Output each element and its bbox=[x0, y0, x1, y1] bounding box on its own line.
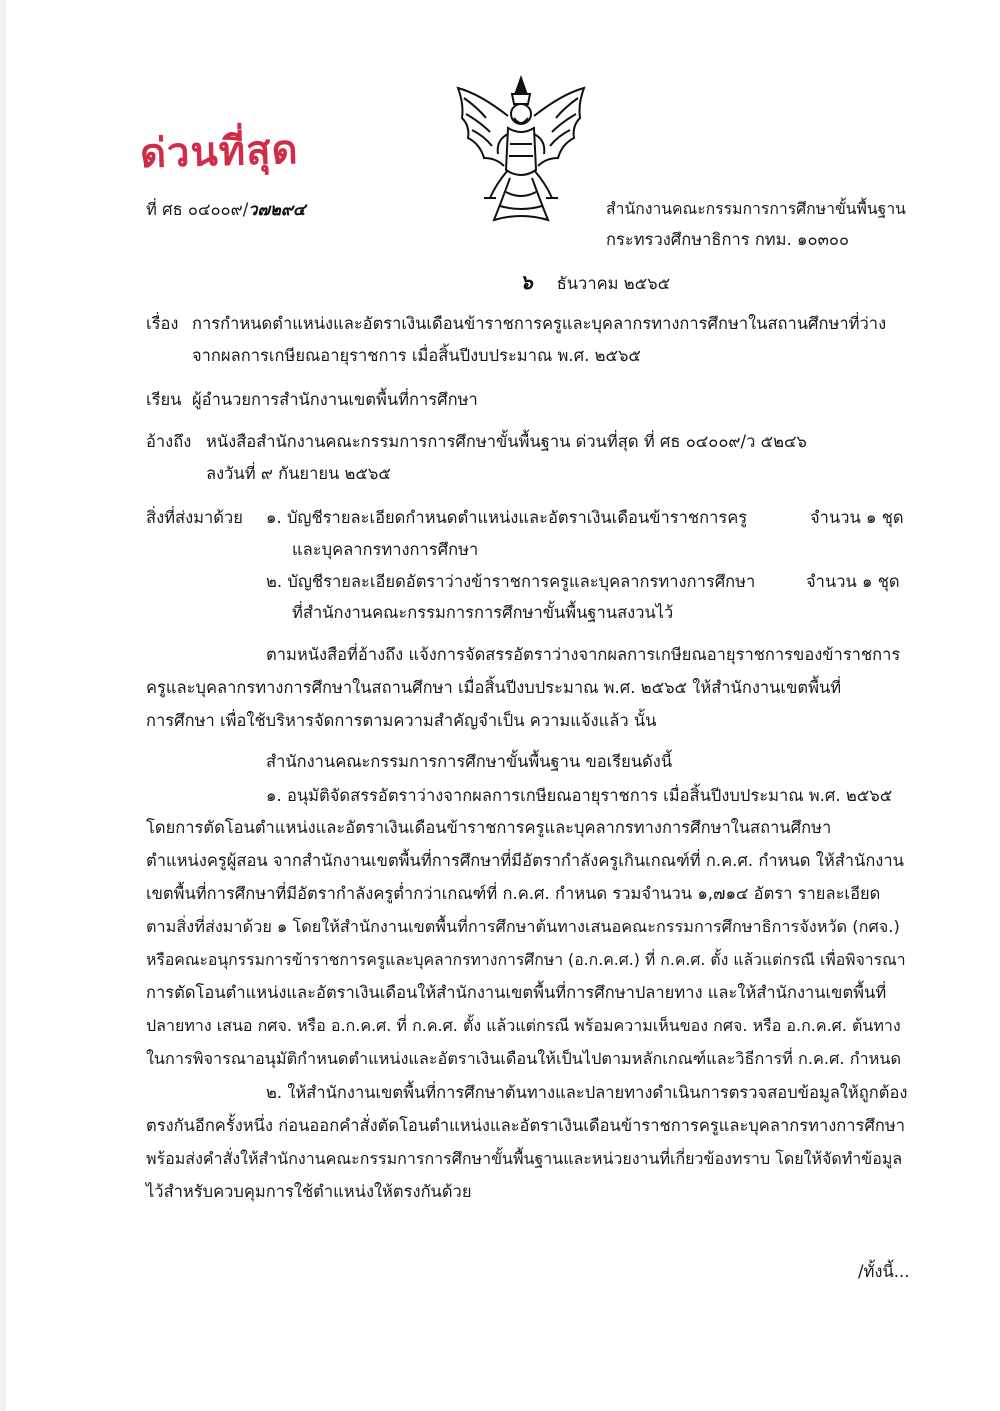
paragraph-4-line-4: ไว้สำหรับควบคุมการใช้ตำแหน่งให้ตรงกันด้วย bbox=[146, 1182, 472, 1201]
date-day-handwritten: ๖ bbox=[520, 270, 533, 294]
paragraph-2-line-1: สำนักงานคณะกรรมการการศึกษาขั้นพื้นฐาน ขอเรียนดังนี้ bbox=[266, 752, 673, 771]
continuation-marker: /ทั้งนี้... bbox=[858, 1262, 910, 1281]
paragraph-4-line-2: ตรงกันอีกครั้งหนึ่ง ก่อนออกคำสั่งตัดโอนตำแหน่งและอัตราเงินเดือนข้าราชการครูและบุคลากรทางการศึกษา bbox=[146, 1116, 905, 1135]
enclosure-1-qty: จำนวน ๑ ชุด bbox=[810, 508, 904, 527]
enclosure-1-line-1: ๑. บัญชีรายละเอียดกำหนดตำแหน่งและอัตราเงินเดือนข้าราชการครู bbox=[266, 508, 748, 527]
enclosure-2-line-2: ที่สำนักงานคณะกรรมการการศึกษาขั้นพื้นฐานสงวนไว้ bbox=[292, 603, 674, 622]
document-date bbox=[520, 272, 670, 294]
subject-line-1: การกำหนดตำแหน่งและอัตราเงินเดือนข้าราชการครูและบุคลากรทางการศึกษาในสถานศึกษาที่ว่าง bbox=[192, 314, 887, 333]
reference-line-2: ลงวันที่ ๙ กันยายน ๒๕๖๕ bbox=[206, 464, 391, 483]
paragraph-1-line-2: ครูและบุคลากรทางการศึกษาในสถานศึกษา เมื่อสิ้นปีงบประมาณ พ.ศ. ๒๕๖๕ ให้สำนักงานเขตพื้นที่ bbox=[146, 678, 842, 697]
reference-label-heading: อ้างถึง bbox=[146, 432, 192, 451]
to-recipient: ผู้อำนวยการสำนักงานเขตพื้นที่การศึกษา bbox=[192, 390, 478, 409]
enclosures-label: สิ่งที่ส่งมาด้วย bbox=[146, 508, 243, 527]
paragraph-3-line-1: ๑. อนุมัติจัดสรรอัตราว่างจากผลการเกษียณอายุราชการ เมื่อสิ้นปีงบประมาณ พ.ศ. ๒๕๖๕ bbox=[266, 786, 893, 805]
reference-line-1: หนังสือสำนักงานคณะกรรมการการศึกษาขั้นพื้นฐาน ด่วนที่สุด ที่ ศธ ๐๔๐๐๙/ว ๕๒๔๖ bbox=[206, 432, 807, 451]
office-address: กระทรวงศึกษาธิการ กทม. ๑๐๓๐๐ bbox=[606, 230, 850, 249]
date-month-year: ธันวาคม ๒๕๖๕ bbox=[556, 274, 671, 293]
enclosure-2-line-1: ๒. บัญชีรายละเอียดอัตราว่างข้าราชการครูและบุคลากรทางการศึกษา bbox=[266, 572, 756, 591]
paragraph-3-line-2: โดยการตัดโอนตำแหน่งและอัตราเงินเดือนข้าราชการครูและบุคลากรทางการศึกษาในสถานศึกษา bbox=[146, 818, 832, 837]
subject-label: เรื่อง bbox=[146, 314, 179, 333]
scan-edge bbox=[0, 0, 6, 1411]
paragraph-3-line-8: ปลายทาง เสนอ กศจ. หรือ อ.ก.ค.ศ. ที่ ก.ค.ศ. ตั้ง แล้วแต่กรณี พร้อมความเห็นของ กศจ. หรือ อ.ก.ค.ศ. ต้นทาง bbox=[146, 1016, 901, 1035]
paragraph-3-line-3: ตำแหน่งครูผู้สอน จากสำนักงานเขตพื้นที่การศึกษาที่มีอัตรากำลังครูเกินเกณฑ์ที่ ก.ค.ศ. กำหนด ให้สำนักงาน bbox=[146, 851, 904, 870]
paragraph-1-line-3: การศึกษา เพื่อใช้บริหารจัดการตามความสำคัญจำเป็น ความแจ้งแล้ว นั้น bbox=[146, 711, 657, 730]
to-label: เรียน bbox=[146, 390, 182, 409]
reference-label: ที่ ศธ ๐๔๐๐๙/ bbox=[146, 200, 249, 219]
paragraph-1-line-1: ตามหนังสือที่อ้างถึง แจ้งการจัดสรรอัตราว่างจากผลการเกษียณอายุราชการของข้าราชการ bbox=[266, 645, 901, 664]
reference-handwritten-number: ว๗๒๙๔ bbox=[248, 200, 306, 219]
paragraph-3-line-6: หรือคณะอนุกรรมการข้าราชการครูและบุคลากรทางการศึกษา (อ.ก.ค.ศ.) ที่ ก.ค.ศ. ตั้ง แล้วแต่กรณี เพื่อพิจารณา bbox=[146, 950, 906, 969]
enclosure-1-line-2: และบุคลากรทางการศึกษา bbox=[292, 540, 479, 559]
office-name: สำนักงานคณะกรรมการการศึกษาขั้นพื้นฐาน bbox=[606, 199, 906, 218]
enclosure-2-qty: จำนวน ๑ ชุด bbox=[806, 572, 900, 591]
garuda-emblem-icon bbox=[450, 74, 592, 228]
reference-number bbox=[146, 200, 305, 220]
paragraph-4-line-1: ๒. ให้สำนักงานเขตพื้นที่การศึกษาต้นทางและปลายทางดำเนินการตรวจสอบข้อมูลให้ถูกต้อง bbox=[266, 1083, 908, 1102]
urgency-stamp: ด่วนที่สุด bbox=[139, 125, 300, 178]
subject-line-2: จากผลการเกษียณอายุราชการ เมื่อสิ้นปีงบประมาณ พ.ศ. ๒๕๖๕ bbox=[192, 346, 641, 365]
paragraph-3-line-9: ในการพิจารณาอนุมัติกำหนดตำแหน่งและอัตราเงินเดือนให้เป็นไปตามหลักเกณฑ์และวิธีการที่ ก.ค.ศ. กำหนด bbox=[146, 1049, 902, 1068]
paragraph-3-line-4: เขตพื้นที่การศึกษาที่มีอัตรากำลังครูต่ำกว่าเกณฑ์ที่ ก.ค.ศ. กำหนด รวมจำนวน ๑,๗๑๔ อัตรา รายละเอียด bbox=[146, 884, 881, 903]
paragraph-3-line-7: การตัดโอนตำแหน่งและอัตราเงินเดือนให้สำนักงานเขตพื้นที่การศึกษาปลายทาง และให้สำนักงานเขตพื้นที่ bbox=[146, 983, 887, 1002]
paragraph-3-line-5: ตามสิ่งที่ส่งมาด้วย ๑ โดยให้สำนักงานเขตพื้นที่การศึกษาต้นทางเสนอคณะกรรมการศึกษาธิการจังหวัด (กศจ.) bbox=[146, 917, 900, 936]
paragraph-4-line-3: พร้อมส่งคำสั่งให้สำนักงานคณะกรรมการการศึกษาขั้นพื้นฐานและหน่วยงานที่เกี่ยวข้องทราบ โดยให้จัดทำข้อมูล bbox=[146, 1149, 903, 1168]
